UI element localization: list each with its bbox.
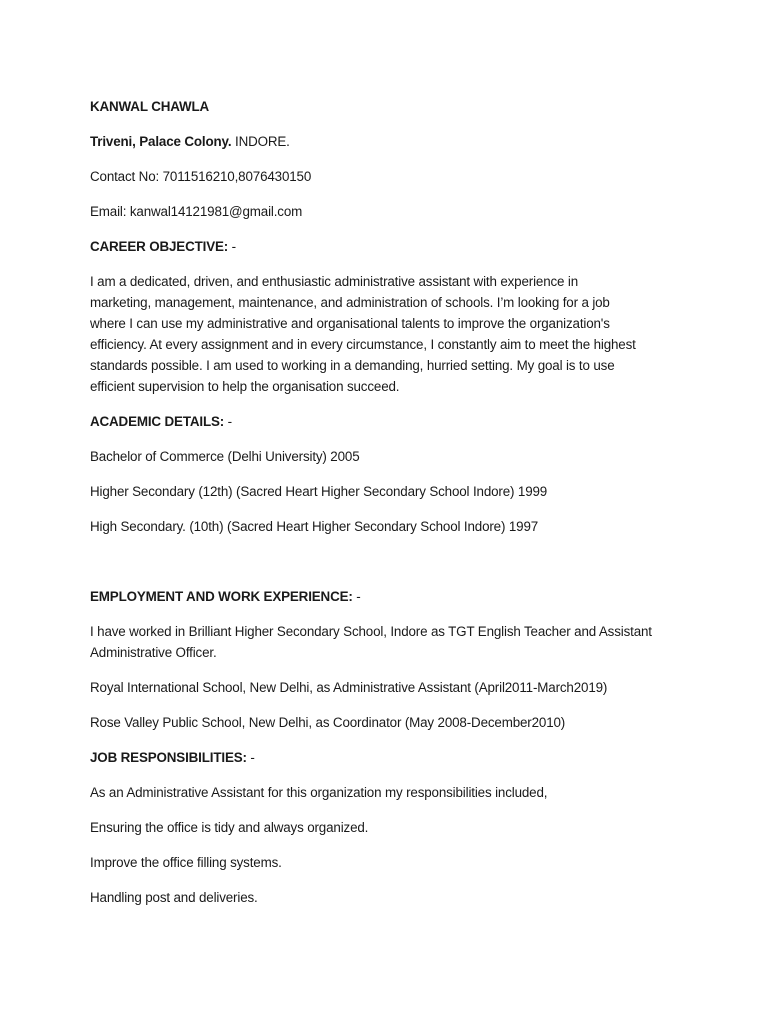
responsibility-item: As an Administrative Assistant for this organization my responsibilities included, xyxy=(90,785,548,800)
employment-item: Royal International School, New Delhi, as Administrative Assistant (April2011-March2019) xyxy=(90,680,608,695)
resume-content xyxy=(90,96,680,922)
career-objective-text xyxy=(90,271,680,397)
contact-number: Contact No: 7011516210,8076430150 xyxy=(90,169,312,184)
academic-item: High Secondary. (10th) (Sacred Heart Higher Secondary School Indore) 1997 xyxy=(90,519,539,534)
candidate-name: KANWAL CHAWLA xyxy=(90,99,210,114)
address-street: Triveni, Palace Colony. xyxy=(90,134,232,149)
section-spacer xyxy=(90,551,680,586)
career-objective-line: standards possible. I am used to working in a demanding, hurried setting. My goal is to use xyxy=(90,358,615,373)
employment-summary-line: Administrative Officer. xyxy=(90,645,217,660)
career-objective-line: where I can use my administrative and organisational talents to improve the organization's xyxy=(90,316,610,331)
address-line xyxy=(90,131,680,152)
career-objective-line: I am a dedicated, driven, and enthusiastic administrative assistant with experience in xyxy=(90,274,579,289)
academic-details-heading xyxy=(90,411,680,432)
academic-item: Higher Secondary (12th) (Sacred Heart Higher Secondary School Indore) 1999 xyxy=(90,484,548,499)
employment-suffix: - xyxy=(352,589,361,604)
academic-details-title: ACADEMIC DETAILS: xyxy=(90,414,225,429)
career-objective-heading xyxy=(90,236,680,257)
employment-heading xyxy=(90,586,680,607)
employment-summary-line: I have worked in Brilliant Higher Secondary School, Indore as TGT English Teacher and Assistant xyxy=(90,624,652,639)
career-objective-line: efficiency. At every assignment and in every circumstance, I constantly aim to meet the highest xyxy=(90,337,636,352)
responsibility-item: Improve the office filling systems. xyxy=(90,855,282,870)
career-objective-title: CAREER OBJECTIVE: xyxy=(90,239,229,254)
employment-title: EMPLOYMENT AND WORK EXPERIENCE: xyxy=(90,589,353,604)
career-objective-line: marketing, management, maintenance, and administration of schools. I’m looking for a job xyxy=(90,295,610,310)
job-responsibilities-heading xyxy=(90,747,680,768)
employment-summary xyxy=(90,621,680,663)
career-objective-line: efficient supervision to help the organisation succeed. xyxy=(90,379,400,394)
address-city: INDORE. xyxy=(231,134,290,149)
email-address: Email: kanwal14121981@gmail.com xyxy=(90,204,303,219)
academic-item: Bachelor of Commerce (Delhi University) 2005 xyxy=(90,449,360,464)
career-objective-suffix: - xyxy=(228,239,236,254)
job-responsibilities-title: JOB RESPONSIBILITIES: xyxy=(90,750,247,765)
employment-item: Rose Valley Public School, New Delhi, as Coordinator (May 2008-December2010) xyxy=(90,715,566,730)
job-responsibilities-suffix: - xyxy=(246,750,255,765)
academic-details-suffix: - xyxy=(224,414,232,429)
responsibility-item: Handling post and deliveries. xyxy=(90,890,258,905)
responsibility-item: Ensuring the office is tidy and always organized. xyxy=(90,820,369,835)
